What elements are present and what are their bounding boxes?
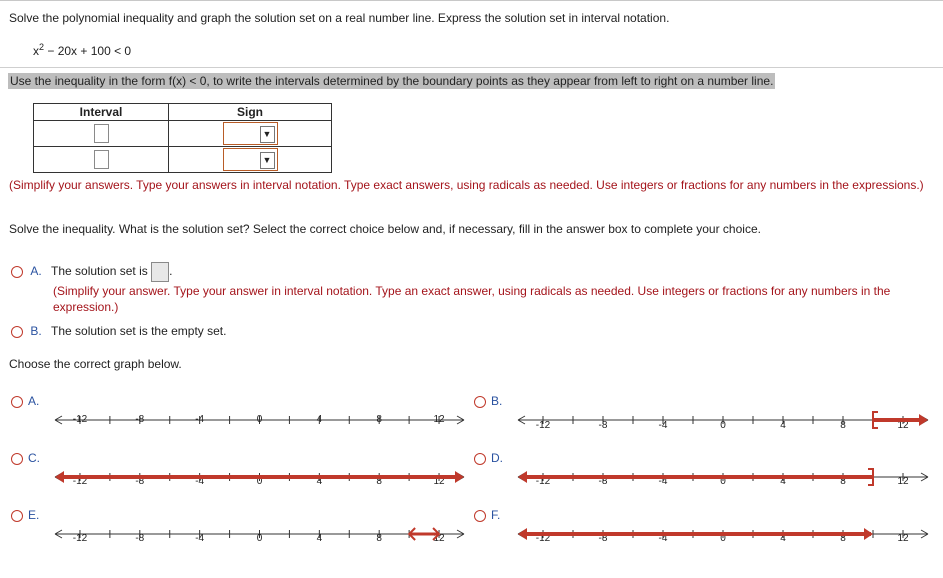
tick-label: -8: [135, 414, 145, 425]
tick-label: 0: [720, 533, 726, 544]
tick-label: 8: [840, 533, 846, 544]
graph-choice-f[interactable]: [474, 508, 500, 522]
radio-graph[interactable]: [474, 453, 486, 465]
dropdown-arrow-icon: ▼: [260, 126, 275, 143]
tick-label: -4: [658, 476, 668, 487]
tick-label: 12: [433, 476, 445, 487]
tick-label: 12: [897, 476, 909, 487]
radio-graph[interactable]: [474, 510, 486, 522]
number-line-3: [507, 457, 943, 497]
radio-b[interactable]: [11, 326, 23, 338]
tick-label: -4: [195, 414, 205, 425]
graph-choice-b[interactable]: [474, 394, 502, 408]
tick-label: 0: [256, 476, 263, 487]
choice-a-text: The solution set is: [51, 264, 148, 279]
graph-label: D.: [491, 451, 503, 465]
tick-label: -12: [535, 420, 551, 431]
tick-label: 0: [256, 533, 263, 544]
tick-label: 8: [376, 476, 382, 487]
tick-label: -4: [658, 420, 668, 431]
part1-prompt: [8, 74, 775, 88]
tick-label: -8: [598, 533, 608, 544]
radio-a[interactable]: [11, 266, 23, 278]
solution-answer-box[interactable]: [151, 262, 169, 282]
tick-label: 0: [720, 476, 726, 487]
choice-a-label: A.: [30, 264, 42, 279]
choice-a-period: .: [169, 264, 173, 279]
tick-label: -12: [535, 476, 551, 487]
solution-arrow: [919, 414, 928, 426]
number-line-1: [507, 400, 943, 440]
tick-label: 8: [840, 420, 846, 431]
graph-label: C.: [28, 451, 40, 465]
graph-choice-d[interactable]: [474, 451, 503, 465]
solution-arrow: [455, 471, 464, 483]
part2-prompt: Solve the inequality. What is the solution set? Select the correct choice below and, if necessary, fill in the answer box to complete your choice.: [9, 222, 761, 236]
tick-label: 8: [840, 476, 846, 487]
interval-answer-box-1[interactable]: [94, 124, 109, 143]
inequality-exponent: 2: [39, 42, 45, 52]
dropdown-arrow-icon: ▼: [260, 152, 275, 169]
part1-note: (Simplify your answers. Type your answers in interval notation. Type exact answers, using radicals as needed. Use integers or fractions for any numbers in the expressions.): [9, 178, 924, 192]
choice-b-label: B.: [30, 324, 42, 338]
solution-arrow: [518, 528, 527, 540]
inequality-rest: − 20x + 100 < 0: [44, 44, 132, 58]
solution-arrow: [864, 528, 873, 540]
tick-label: 12: [897, 533, 909, 544]
choice-a[interactable]: [11, 262, 172, 282]
part1-prompt-text: Use the inequality in the form f(x) < 0, to write the intervals determined by the boundary points as they appear from left to right on a number line.: [10, 74, 774, 88]
table-row: [34, 121, 332, 147]
number-line-5: [507, 514, 943, 554]
tick-label: 12: [897, 420, 909, 431]
tick-label: 0: [256, 414, 263, 425]
tick-label: 8: [376, 533, 382, 544]
top-border: [0, 0, 943, 1]
graph-label: B.: [491, 394, 503, 408]
radio-graph[interactable]: [11, 396, 23, 408]
graph-label: A.: [28, 394, 40, 408]
tick-label: -8: [135, 533, 145, 544]
tick-label: 4: [316, 476, 323, 487]
tick-label: -8: [135, 476, 145, 487]
interval-answer-box-2[interactable]: [94, 150, 109, 169]
graph-label: F.: [491, 508, 501, 522]
inequality-base: x: [33, 44, 39, 58]
graph-choice-c[interactable]: [11, 451, 40, 465]
tick-label: 4: [316, 414, 323, 425]
number-line-0: [44, 400, 504, 440]
sign-dropdown-1[interactable]: [223, 122, 278, 145]
graph-choice-a[interactable]: [11, 394, 39, 408]
graph-choice-e[interactable]: [11, 508, 39, 522]
tick-label: 4: [316, 533, 323, 544]
tick-label: -12: [72, 533, 88, 544]
tick-label: -4: [195, 476, 205, 487]
tick-label: -8: [598, 420, 608, 431]
tick-label: 4: [780, 420, 786, 431]
choice-a-note: (Simplify your answer. Type your answer in interval notation. Type an exact answer, using radicals as needed. Use integers or fractions for any numbers in the expression.): [53, 284, 891, 314]
tick-label: 4: [780, 533, 786, 544]
part3-prompt: Choose the correct graph below.: [9, 357, 182, 371]
radio-graph[interactable]: [474, 396, 486, 408]
tick-label: -4: [195, 533, 205, 544]
col-header-sign: Sign: [169, 104, 332, 121]
tick-label: -8: [598, 476, 608, 487]
instruction-text: Solve the polynomial inequality and graph the solution set on a real number line. Express the solution set in interval notation.: [9, 11, 670, 25]
graph-label: E.: [28, 508, 40, 522]
inequality: [33, 42, 131, 58]
col-header-interval: Interval: [34, 104, 169, 121]
sign-dropdown-2[interactable]: [223, 148, 278, 171]
tick-label: 12: [433, 414, 445, 425]
tick-label: 12: [433, 533, 445, 544]
solution-arrow: [55, 471, 64, 483]
number-line-2: [44, 457, 504, 497]
section-divider: [0, 67, 943, 68]
table-row: [34, 147, 332, 173]
tick-label: 8: [376, 414, 382, 425]
tick-label: -12: [72, 414, 88, 425]
tick-label: -12: [535, 533, 551, 544]
tick-label: -4: [658, 533, 668, 544]
radio-graph[interactable]: [11, 510, 23, 522]
tick-label: -12: [72, 476, 88, 487]
number-line-4: [44, 514, 504, 554]
choice-b[interactable]: [11, 324, 226, 338]
tick-label: 0: [720, 420, 726, 431]
radio-graph[interactable]: [11, 453, 23, 465]
solution-arrow: [518, 471, 527, 483]
choice-b-text: The solution set is the empty set.: [51, 324, 227, 338]
interval-sign-table: [33, 103, 332, 173]
tick-label: 4: [780, 476, 786, 487]
